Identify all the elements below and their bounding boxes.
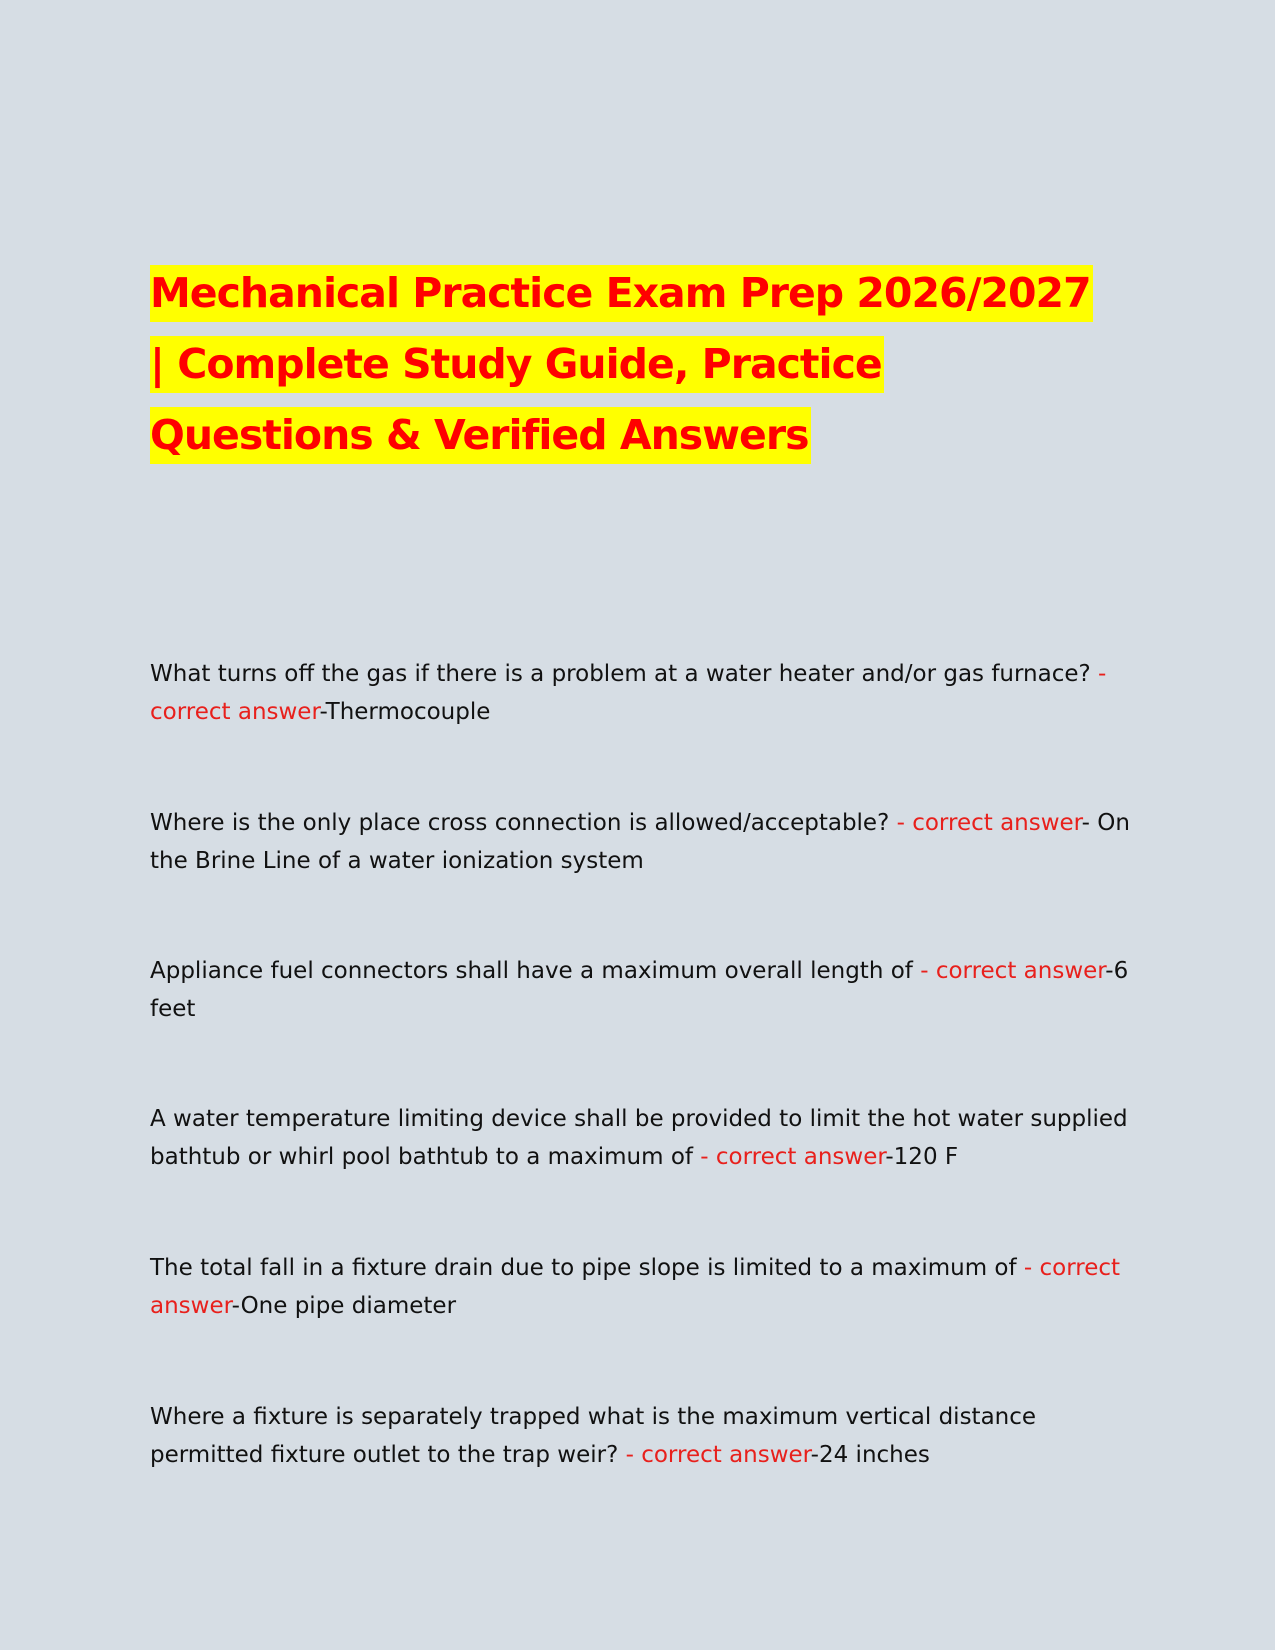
answer-text: 6 feet <box>150 958 1129 1022</box>
title-line-text: | Complete Study Guide, Practice <box>150 336 884 393</box>
document-title <box>150 258 1130 471</box>
correct-answer-label: - correct answer <box>920 958 1106 984</box>
answer-text: One pipe diameter <box>240 1293 457 1319</box>
qa-item <box>150 1249 1130 1325</box>
answer-separator: - <box>810 1442 819 1468</box>
qa-item <box>150 1100 1130 1176</box>
title-line <box>150 329 1130 400</box>
title-line-text: Mechanical Practice Exam Prep 2026/2027 <box>150 265 1093 322</box>
title-line-text: Questions & Verified Answers <box>150 407 811 464</box>
answer-separator: - <box>231 1293 241 1319</box>
question-text: Where is the only place cross connection is allowed/acceptable? <box>150 810 890 836</box>
answer-text: On the Brine Line of a water ionization system <box>150 810 1130 874</box>
question-text: A water temperature limiting device shall be provided to limit the hot water supplied bathtub or whirl pool bathtub to a maximum of <box>150 1106 1128 1170</box>
question-text: Appliance fuel connectors shall have a maximum overall length of <box>150 958 913 984</box>
correct-answer-label: - correct answer <box>150 661 1107 725</box>
qa-item <box>150 655 1130 731</box>
correct-answer-label: - correct answer <box>896 810 1082 836</box>
correct-answer-label: - correct answer <box>700 1144 886 1170</box>
title-line <box>150 258 1130 329</box>
answer-text: 24 inches <box>818 1442 930 1468</box>
question-text: The total fall in a fixture drain due to pipe slope is limited to a maximum of <box>150 1255 1017 1281</box>
qa-item <box>150 1398 1130 1474</box>
question-text: Where a fixture is separately trapped what is the maximum vertical distance permitted fixture outlet to the trap weir? <box>150 1404 1037 1468</box>
title-line <box>150 400 1130 471</box>
answer-separator: - <box>885 1144 894 1170</box>
answer-separator: - <box>1081 810 1090 836</box>
correct-answer-label: - correct answer <box>625 1442 811 1468</box>
qa-item <box>150 804 1130 880</box>
answer-separator: - <box>319 699 326 725</box>
qa-item <box>150 952 1130 1028</box>
question-text: What turns off the gas if there is a problem at a water heater and/or gas furnace? <box>150 661 1091 687</box>
correct-answer-label: - correct answer <box>150 1255 1121 1319</box>
answer-text: 120 F <box>893 1144 959 1170</box>
answer-text: Thermocouple <box>325 699 491 725</box>
answer-separator: - <box>1105 958 1114 984</box>
